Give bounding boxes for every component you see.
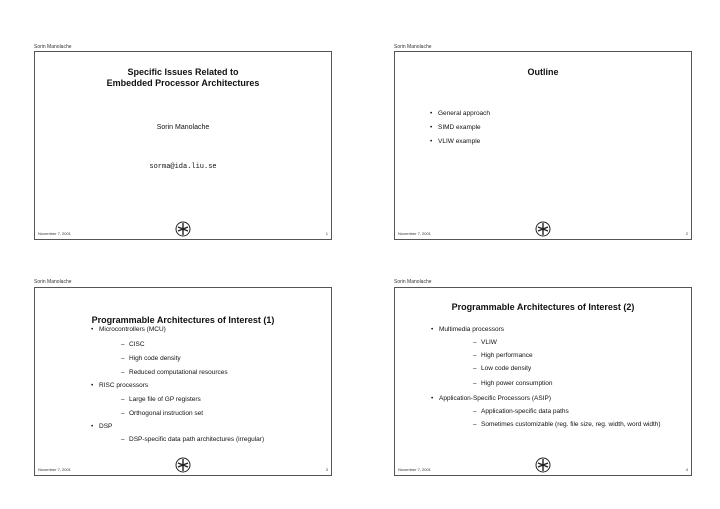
- university-logo-icon: [175, 221, 191, 237]
- list-item: – VLIW: [473, 339, 497, 346]
- list-item: • Microcontrollers (MCU): [91, 326, 166, 333]
- list-item: – High performance: [473, 352, 533, 359]
- list-item: – Orthogonal instruction set: [121, 410, 204, 417]
- slide-4-bullet-list: [395, 288, 691, 473]
- list-item: • DSP: [91, 423, 113, 430]
- list-item: – Low code density: [473, 365, 532, 372]
- slide-1-title-line1: Specific Issues Related to: [127, 67, 239, 77]
- list-item: – DSP-specific data path architectures (irregular): [121, 436, 265, 443]
- slide-1-date: November 7, 2001: [38, 231, 71, 236]
- list-item: • RISC processors: [91, 382, 149, 389]
- university-logo-icon: [535, 221, 551, 237]
- slide-4: [394, 287, 692, 476]
- list-item: – High power consumption: [473, 380, 553, 387]
- list-item: • Application-Specific Processors (ASIP): [431, 395, 551, 402]
- slide-3-date: November 7, 2001: [38, 467, 71, 472]
- slide-2-header: Sorin Manolache: [394, 44, 432, 50]
- list-item: • General approach: [430, 110, 491, 117]
- slide-3-number: 3: [325, 467, 328, 472]
- slide-3-title: Programmable Architectures of Interest (1): [91, 315, 275, 325]
- list-item: • SIMD example: [430, 124, 481, 131]
- slide-1-title-line2: Embedded Processor Architectures: [106, 78, 260, 88]
- university-logo-icon: [175, 457, 191, 473]
- slide-1-header: Sorin Manolache: [34, 44, 72, 50]
- slide-4-title: Programmable Architectures of Interest (2): [451, 302, 635, 312]
- slide-1-email: sorma@ida.liu.se: [149, 163, 217, 171]
- slide-4-date: November 7, 2001: [398, 467, 431, 472]
- slide-3-header: Sorin Manolache: [34, 279, 72, 285]
- slide-3-bullet-list: [35, 288, 331, 443]
- list-item: – Sometimes customizable (reg. file size, reg. width, word width): [473, 421, 661, 428]
- slide-4-header: Sorin Manolache: [394, 279, 432, 285]
- slide-2: [394, 51, 692, 240]
- list-item: – Large file of GP registers: [121, 396, 201, 403]
- list-item: – High code density: [121, 355, 181, 362]
- slide-4-number: 4: [685, 467, 688, 472]
- slide-3: [34, 287, 332, 476]
- list-item: • Multimedia processors: [431, 326, 505, 333]
- list-item: – Application-specific data paths: [473, 408, 569, 415]
- slide-1-author: Sorin Manolache: [156, 124, 210, 131]
- slide-1: [34, 51, 332, 240]
- list-item: • VLIW example: [430, 138, 481, 145]
- university-logo-icon: [535, 457, 551, 473]
- slide-1-number: 1: [325, 231, 328, 236]
- list-item: – Reduced computational resources: [121, 369, 228, 376]
- slide-2-title: Outline: [527, 67, 559, 77]
- slide-2-number: 2: [685, 231, 688, 236]
- list-item: – CISC: [121, 341, 145, 348]
- slide-2-date: November 7, 2001: [398, 231, 431, 236]
